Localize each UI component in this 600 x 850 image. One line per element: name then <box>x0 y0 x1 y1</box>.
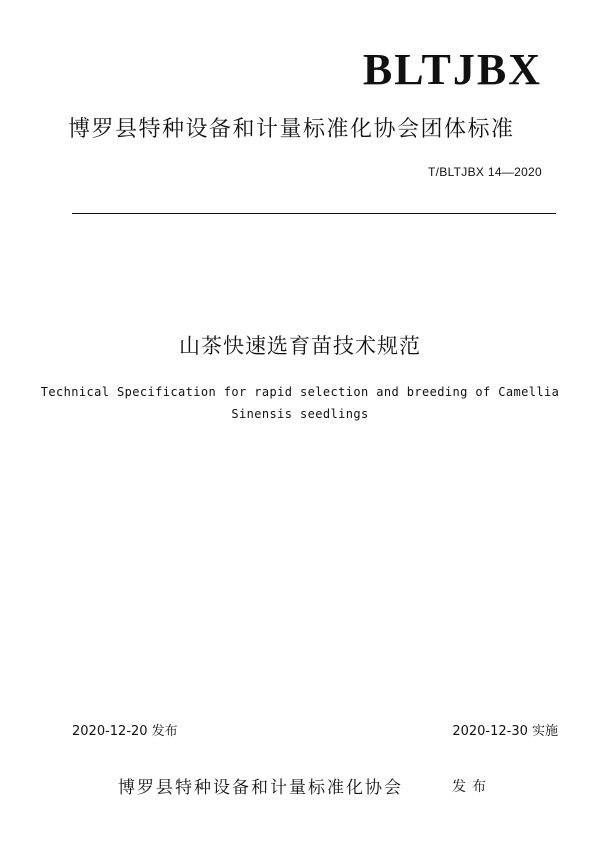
header-divider <box>72 213 556 214</box>
issue-date: 2020-12-20 发布 <box>72 724 178 739</box>
document-title-english <box>0 381 600 425</box>
document-title-chinese: 山茶快速选育苗技术规范 <box>179 334 421 358</box>
organization-heading: 博罗县特种设备和计量标准化协会团体标准 <box>68 117 515 142</box>
standard-number: T/BLTJBX 14—2020 <box>428 165 542 179</box>
english-title-line-1: Technical Specification for rapid selection and breeding of Camellia <box>40 385 560 399</box>
standard-code-logo: BLTJBX <box>362 45 542 94</box>
issue-label: 发布 <box>452 779 492 795</box>
english-title-line-2: Sinensis seedlings <box>231 407 369 421</box>
implementation-date: 2020-12-30 实施 <box>452 724 558 739</box>
issuing-organization: 博罗县特种设备和计量标准化协会 <box>118 778 403 798</box>
